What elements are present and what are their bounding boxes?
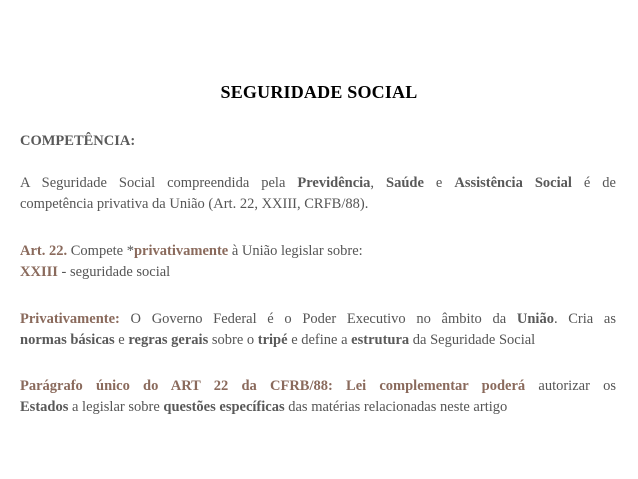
text-run: . Cria as [553,311,616,327]
text-run: O Governo Federal é o Poder Executivo no âmbito da [119,311,517,327]
bold-term: Saúde [386,175,424,191]
text-run: da Seguridade Social [409,332,536,348]
text-run: - seguridade social [57,264,171,280]
bold-term: Privativamente: [20,311,120,327]
bold-term: privativamente [133,243,229,259]
paragraph-line [20,397,616,418]
text-run: A Seguridade Social compreendida pela [20,175,298,191]
paragraph-privativamente [20,309,616,351]
bold-term: XXIII [20,264,58,280]
paragraph-seguridade [20,173,616,215]
paragraph-paragrafo-unico [20,376,616,418]
paragraph-line [20,173,616,194]
paragraph-line [20,309,616,330]
text-run: e [114,332,129,348]
text-run: das matérias relacionadas neste artigo [284,399,508,415]
bold-term: Previdência [297,175,371,191]
text-run: a legislar sobre [68,399,164,415]
paragraph-line [20,262,616,283]
paragraph-line [20,241,616,262]
text-run: , [370,175,387,191]
bold-term: regras gerais [128,332,209,348]
bold-term: tripé [257,332,288,348]
bold-term: Parágrafo único do ART 22 da CFRB/88: Lei complementar poderá [20,378,526,394]
bold-term: Art. 22. [20,243,68,259]
paragraph-line [20,330,616,351]
bold-term: União [516,311,554,327]
bold-term: Estados [20,399,69,415]
section-heading: COMPETÊNCIA: [20,133,136,149]
text-run: é de [571,175,616,191]
paragraph-line [20,376,616,397]
bold-term: normas básicas [20,332,115,348]
slide-title: SEGURIDADE SOCIAL [220,82,418,102]
text-run: sobre o [208,332,258,348]
bold-term: estrutura [351,332,410,348]
text-run: à União legislar sobre: [228,243,363,259]
paragraph-art22 [20,241,616,283]
text-run: e define a [287,332,352,348]
text-run: e [423,175,455,191]
paragraph-line: competência privativa da União (Art. 22, XXIII, CRFB/88). [20,196,369,212]
text-run: Compete * [67,243,134,259]
text-run: autorizar os [525,378,616,394]
bold-term: questões específicas [163,399,285,415]
bold-term: Assistência Social [454,175,572,191]
